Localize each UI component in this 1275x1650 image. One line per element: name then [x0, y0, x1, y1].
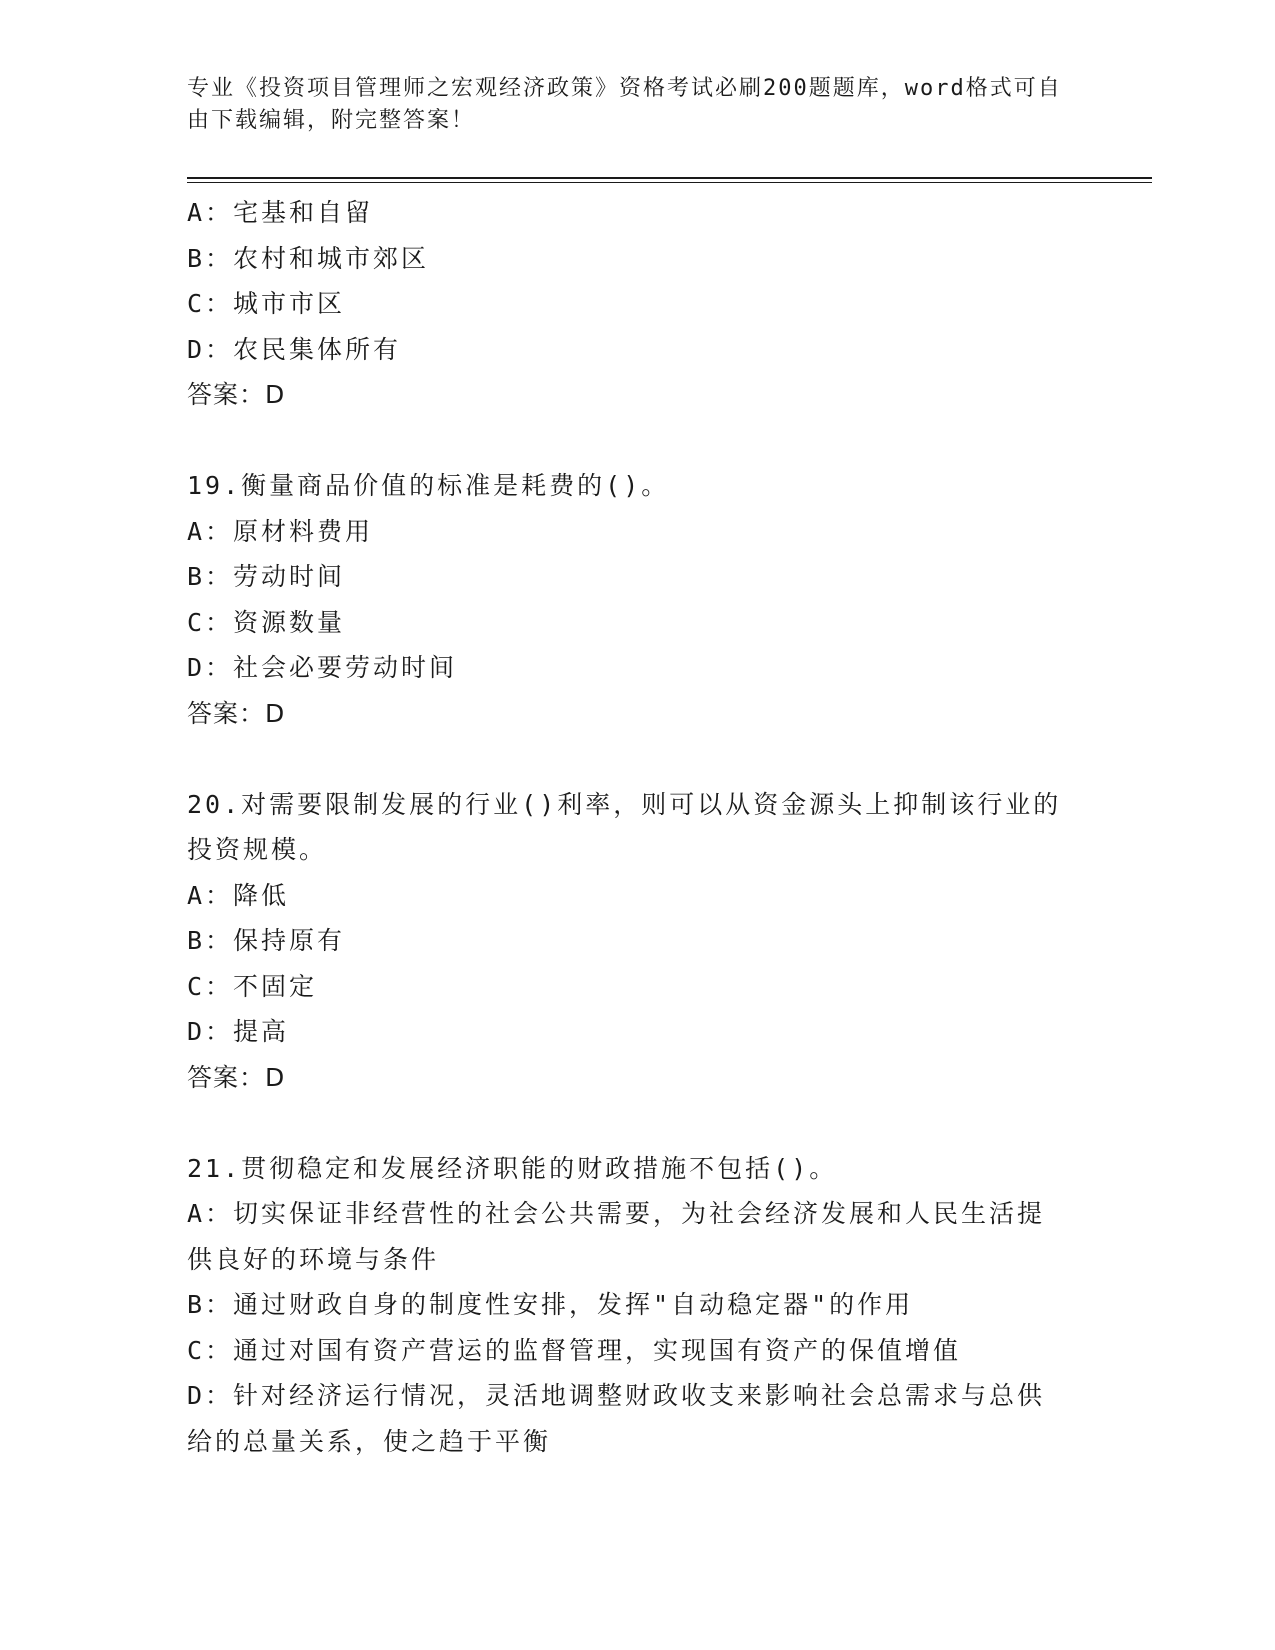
- answer-line: 答案：D: [187, 698, 286, 728]
- option-c: C：资源数量: [187, 607, 346, 637]
- question-block-20: [187, 782, 1067, 1101]
- option-c: C：不固定: [187, 971, 318, 1001]
- spacer: [187, 1100, 1067, 1146]
- header-divider-thin: [187, 182, 1152, 183]
- option-b: B：保持原有: [187, 926, 346, 955]
- header-divider-thick: [187, 177, 1152, 179]
- option-d: D：针对经济运行情况，灵活地调整财政收支来影响社会总需求与总供给的总量关系，使之趋于平衡: [187, 1381, 1046, 1456]
- option-a: A：降低: [187, 880, 290, 910]
- option-b: B：劳动时间: [187, 562, 346, 591]
- option-a: A：原材料费用: [187, 516, 374, 546]
- option-d: D：社会必要劳动时间: [187, 653, 458, 682]
- option-c: C：城市市区: [187, 289, 346, 318]
- spacer: [187, 418, 1067, 464]
- option-d: D：提高: [187, 1017, 290, 1046]
- option-a: A：切实保证非经营性的社会公共需要，为社会经济发展和人民生活提供良好的环境与条件: [187, 1199, 1046, 1274]
- question-stem: 20.对需要限制发展的行业()利率，则可以从资金源头上抑制该行业的投资规模。: [187, 789, 1062, 864]
- question-block-21: [187, 1146, 1067, 1465]
- option-c: C：通过对国有资产营运的监督管理，实现国有资产的保值增值: [187, 1335, 962, 1365]
- option-b: B：通过财政自身的制度性安排，发挥"自动稳定器"的作用: [187, 1290, 914, 1319]
- option-b: B：农村和城市郊区: [187, 243, 430, 273]
- answer-line: 答案：D: [187, 380, 286, 409]
- option-d: D：农民集体所有: [187, 334, 402, 364]
- spacer: [187, 736, 1067, 782]
- answer-line: 答案：D: [187, 1062, 286, 1092]
- question-block-18: [187, 190, 1067, 418]
- question-stem: 19.衡量商品价值的标准是耗费的()。: [187, 471, 670, 500]
- question-stem: 21.贯彻稳定和发展经济职能的财政措施不包括()。: [187, 1153, 838, 1183]
- option-a: A：宅基和自留: [187, 198, 374, 227]
- question-content: [187, 190, 1067, 1464]
- document-header: 专业《投资项目管理师之宏观经济政策》资格考试必刷200题题库，word格式可自由下载编辑，附完整答案！: [187, 76, 1062, 133]
- question-block-19: [187, 463, 1067, 736]
